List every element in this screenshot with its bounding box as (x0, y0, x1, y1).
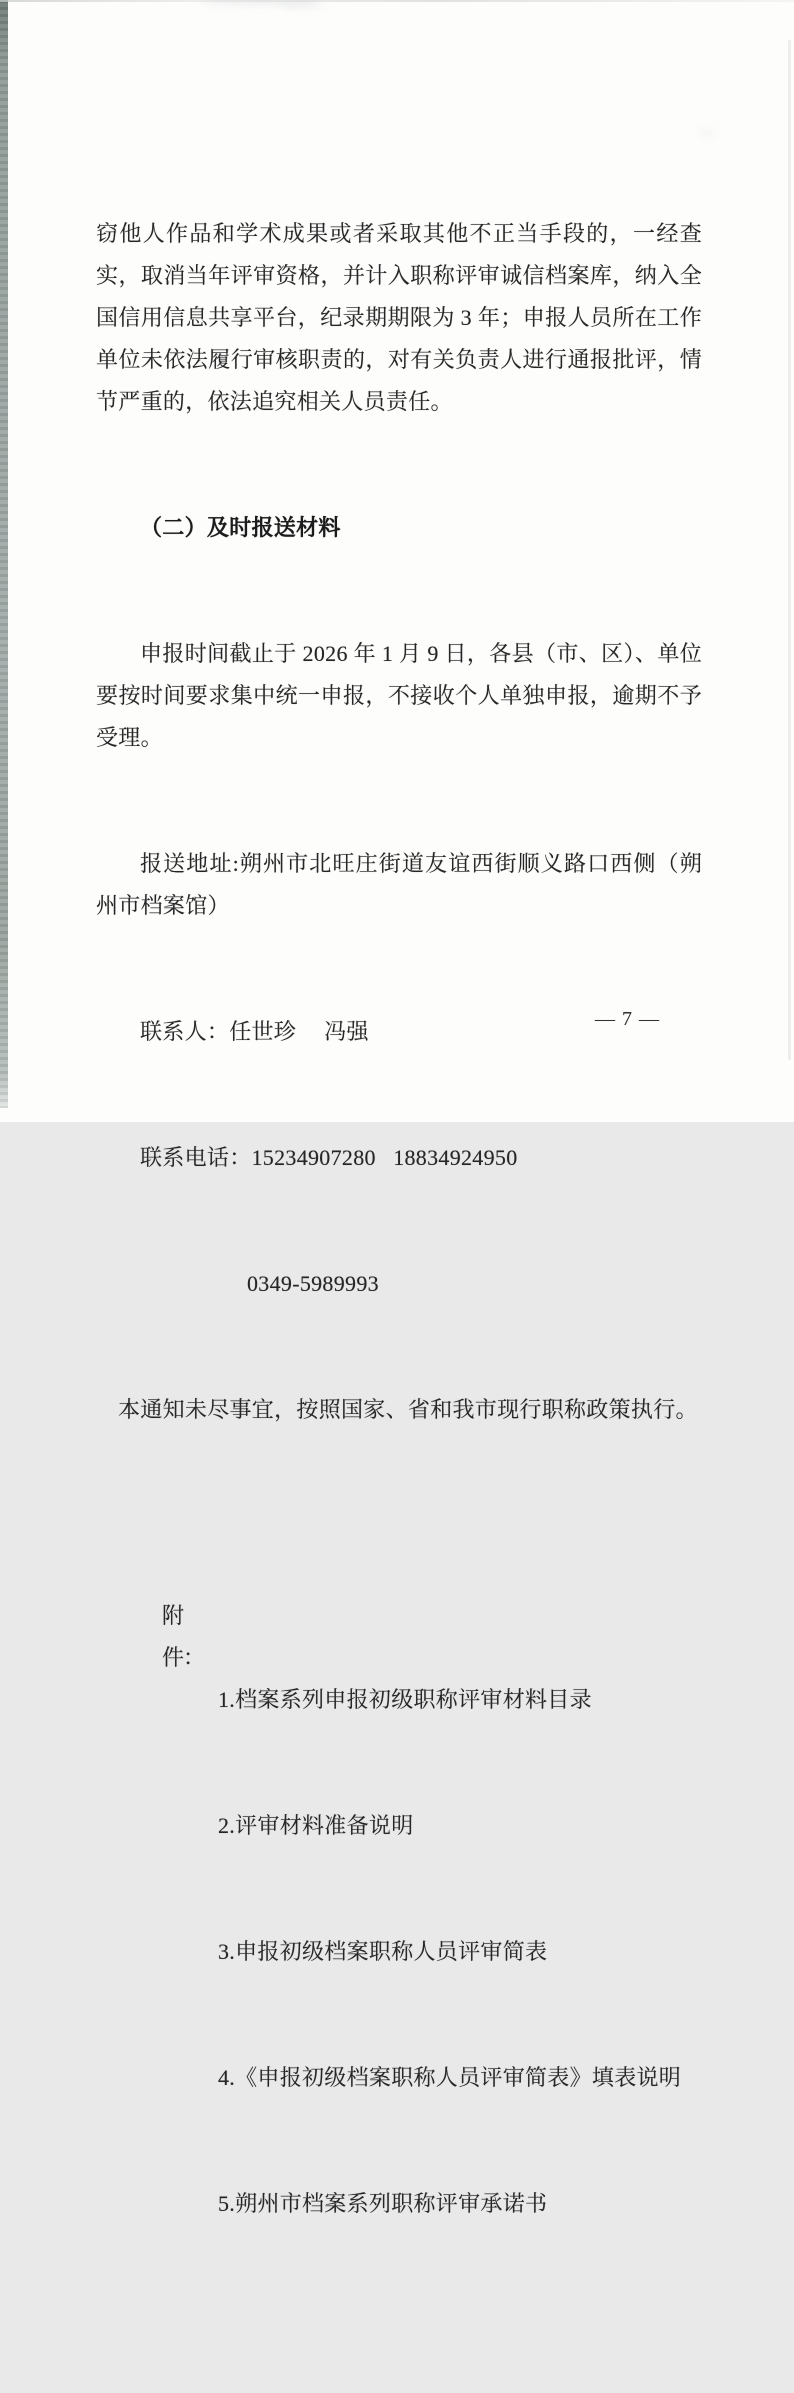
attachment-item: 4.《申报初级档案职称人员评审简表》填表说明 (218, 2065, 682, 2090)
attachment-item: 5.朔州市档案系列职称评审承诺书 (218, 2191, 548, 2216)
attachments-block (162, 1595, 702, 2309)
scan-right-edge-artifact (788, 40, 791, 1060)
paragraph-closing-note: 本通知未尽事宜，按照国家、省和我市现行职称政策执行。 (118, 1397, 698, 1422)
attachments-list (218, 1595, 702, 2309)
scan-left-edge-artifact (0, 0, 8, 1108)
paragraph-contact-person: 联系人：任世珍 冯强 (140, 1019, 369, 1044)
paragraph-penalty-clause: 窃他人作品和学术成果或者采取其他不正当手段的，一经查实，取消当年评审资格，并计入职称评审诚信档案库，纳入全国信用信息共享平台，纪录期期限为 3 年；申报人员所在工作单位未依法履行审核职责的，对有关负责人进行通报批评，情节严重的，依法追究相关人员责任。 (96, 221, 702, 414)
scan-smudge (700, 128, 714, 138)
paragraph-submission-address: 报送地址:朔州市北旺庄街道友谊西街顺义路口西侧（朔州市档案馆） (96, 851, 702, 918)
page-number: — 7 — (595, 1008, 660, 1030)
paragraph-contact-phone-2: 0349-5989993 (247, 1271, 379, 1296)
attachment-item: 1.档案系列申报初级职称评审材料目录 (218, 1687, 592, 1712)
section-heading-2: （二）及时报送材料 (140, 515, 341, 540)
attachment-item: 2.评审材料准备说明 (218, 1813, 414, 1838)
document-body (96, 0, 702, 2393)
attachments-label: 附件： (162, 1603, 205, 1670)
paragraph-contact-phone: 联系电话：15234907280 18834924950 (140, 1145, 518, 1170)
attachment-item: 3.申报初级档案职称人员评审简表 (218, 1939, 548, 1964)
paragraph-deadline: 申报时间截止于 2026 年 1 月 9 日，各县（市、区）、单位要按时间要求集中统一申报，不接收个人单独申报，逾期不予受理。 (96, 641, 702, 750)
